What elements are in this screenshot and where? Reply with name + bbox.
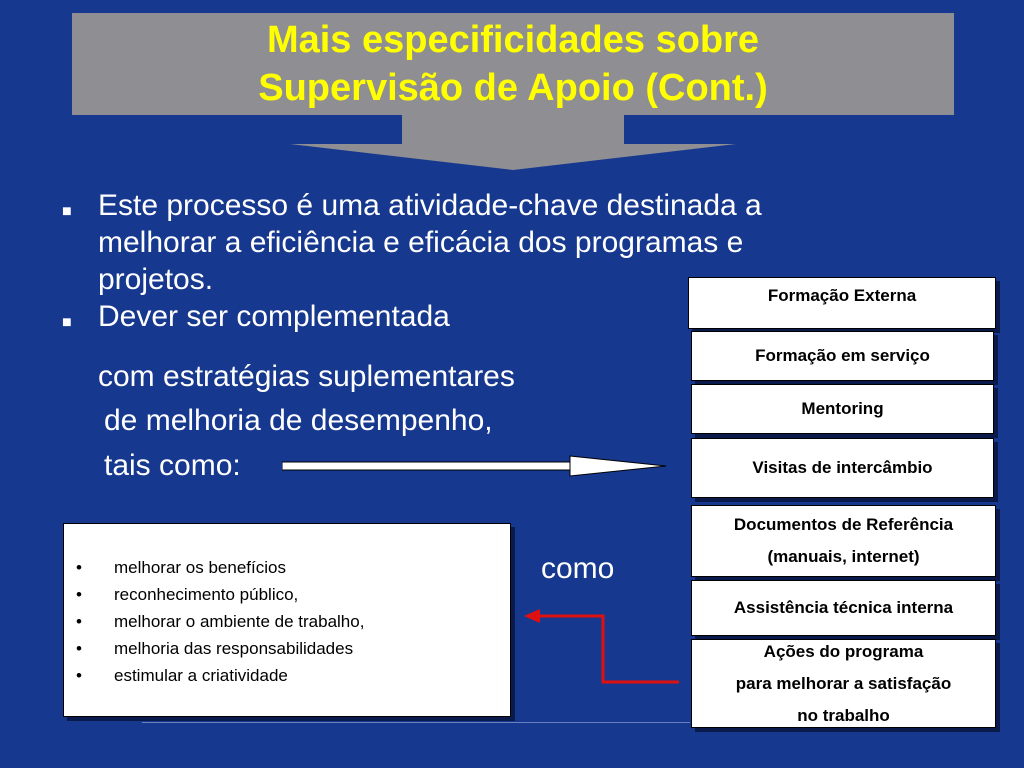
title-line-1: Mais especificidades sobre xyxy=(266,19,760,61)
list-item-text: estimular a criatividade xyxy=(114,666,288,685)
list-item-text: reconhecimento público, xyxy=(114,585,299,604)
strategy-label-line-1: Ações do programa xyxy=(763,641,924,661)
como-label: como xyxy=(541,552,615,585)
list-item xyxy=(76,662,510,689)
list-item xyxy=(76,581,510,608)
strategy-label: Mentoring xyxy=(801,399,884,418)
bullet-2-line-4: tais como: xyxy=(104,449,241,482)
page-title xyxy=(72,13,954,115)
red-connector-arrow xyxy=(520,605,682,685)
bullet-dot: • xyxy=(76,666,82,685)
right-arrow-icon xyxy=(282,455,668,477)
strategy-box-formacao-externa xyxy=(688,277,996,329)
bullet-1-line-1: Este processo é uma atividade-chave destinada a xyxy=(98,189,762,222)
strategy-box-formacao-servico xyxy=(691,331,994,381)
strategy-label-line-2: para melhorar a satisfação xyxy=(735,673,952,693)
bullet-1-line-2: melhorar a eficiência e eficácia dos programas e xyxy=(98,226,744,259)
bullet-dot: • xyxy=(76,639,82,658)
list-item-text: melhorar os benefícios xyxy=(114,558,286,577)
divider-line xyxy=(142,722,690,723)
list-item-text: melhoria das responsabilidades xyxy=(114,639,354,658)
bullet-dot: • xyxy=(76,585,82,604)
strategy-box-visitas xyxy=(691,438,994,498)
banner-arrow-stem xyxy=(402,115,624,145)
banner-arrow-head xyxy=(290,144,736,170)
strategy-label: Formação em serviço xyxy=(755,346,930,365)
bullet-2-line-3: de melhoria de desempenho, xyxy=(104,404,493,437)
strategy-label: Formação Externa xyxy=(767,286,917,305)
strategy-label-line-3: no trabalho xyxy=(797,705,890,725)
strategy-label-line-2: (manuais, internet) xyxy=(767,547,920,566)
bullet-1-line-3: projetos. xyxy=(98,263,214,296)
bullet-dot: • xyxy=(76,612,82,631)
benefits-list xyxy=(76,554,510,689)
list-item xyxy=(76,635,510,662)
title-line-2: Supervisão de Apoio (Cont.) xyxy=(258,67,768,109)
bullet-1-text xyxy=(98,187,762,298)
list-item xyxy=(76,554,510,581)
bullet-dot: • xyxy=(76,558,82,577)
bullet-2-line-1: Dever ser complementada xyxy=(98,300,450,333)
strategy-label: Assistência técnica interna xyxy=(733,598,954,617)
strategy-box-documentos xyxy=(691,505,996,577)
strategy-box-acoes xyxy=(691,639,996,728)
bullet-2-line-2: com estratégias suplementares xyxy=(98,360,515,393)
benefits-box xyxy=(63,523,511,717)
square-bullet-icon: ■ xyxy=(62,203,72,220)
strategy-box-mentoring xyxy=(691,384,994,434)
strategy-label-line-1: Documentos de Referência xyxy=(733,515,954,534)
strategy-box-assistencia xyxy=(691,580,996,636)
list-item xyxy=(76,608,510,635)
strategy-label: Visitas de intercâmbio xyxy=(752,458,933,477)
list-item-text: melhorar o ambiente de trabalho, xyxy=(114,612,365,631)
square-bullet-icon: ■ xyxy=(62,314,72,331)
